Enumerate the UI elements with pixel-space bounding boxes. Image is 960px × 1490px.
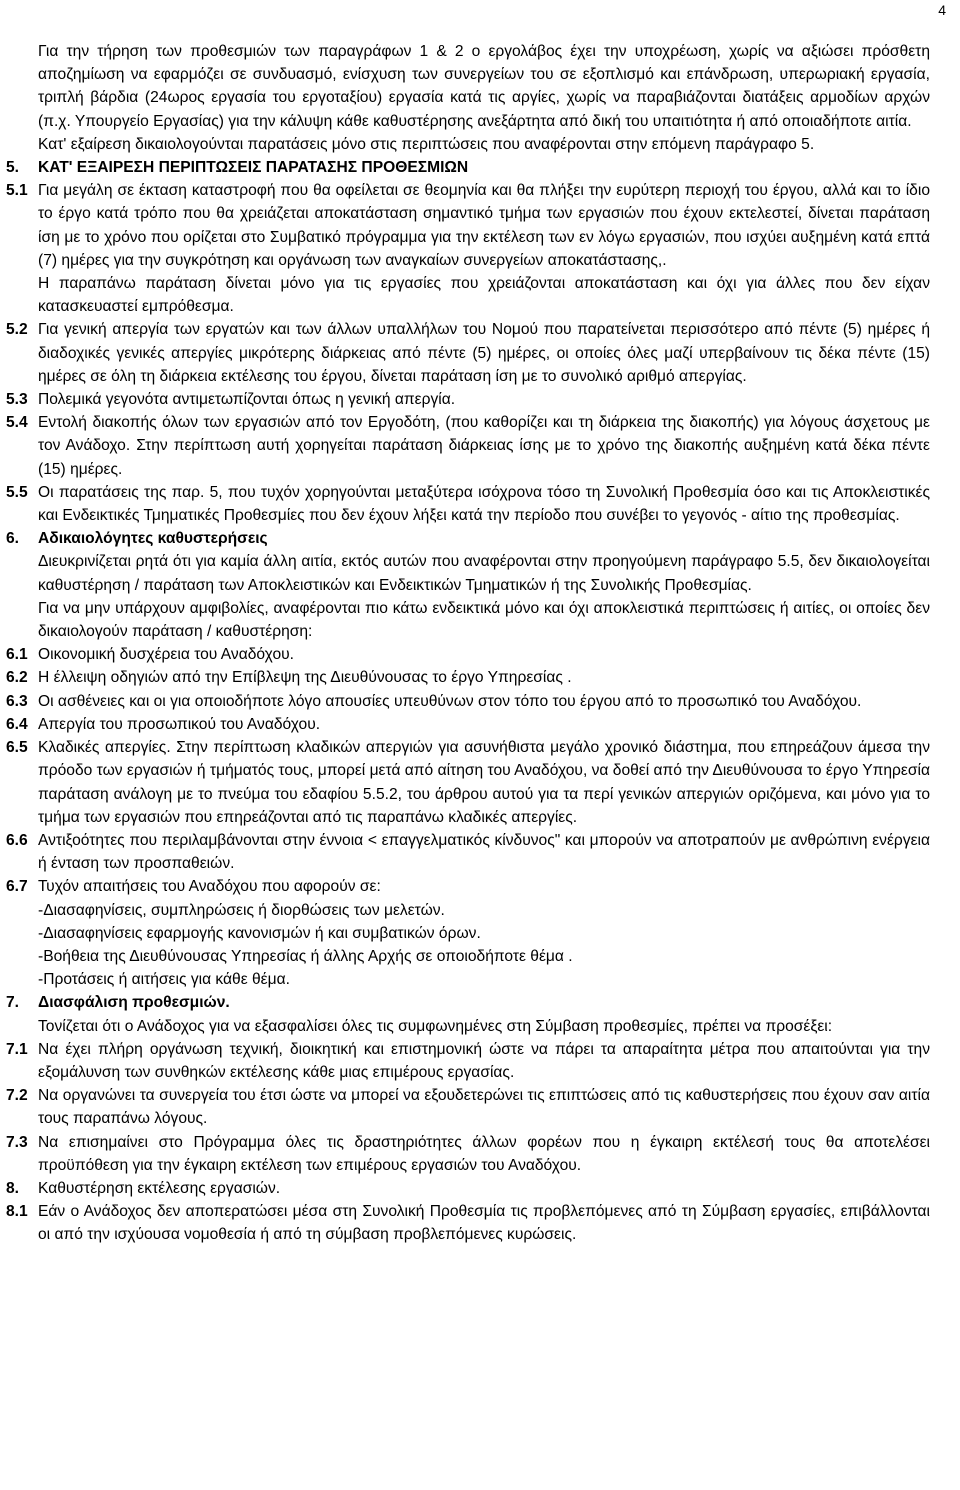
item-text: Οι παρατάσεις της παρ. 5, που τυχόν χορηγούνται μεταξύτερα ισόχρονα τόσο τη Συνολική Προθεσμία όσο και τις Αποκλειστικές και Ενδεικτικές Τμηματικές Προθεσμίες που δεν έχουν λήξει κατά την περίοδο που συνέβει το γεγονός - αίτιο της προθεσμίας. — [38, 483, 930, 525]
item-text: Τυχόν απαιτήσεις του Αναδόχου που αφορούν σε: — [38, 878, 381, 896]
list-item — [0, 643, 960, 666]
item-number: 6.1 — [6, 646, 28, 664]
intro-paragraph: Για την τήρηση των προθεσμιών των παραγράφων 1 & 2 ο εργολάβος έχει την υποχρέωση, χωρίς να αξιώσει πρόσθετη αποζημίωση να εφαρμόζει σε συνδυασμό, ενίσχυση των συνεργείων του σε εξοπλισμό και επάνδρωση, υπερωριακή εργασία, τριπλή βάρδια (24ωρος εργασία του εργοταξίου) εργασία κατά τις αργίες, χωρίς να παραβιάζονται διατάξεις αρμοδίων αρχών (π.χ. Υπουργείο Εργασίας) για την κάλυψη κάθε καθυστέρησης ανεξάρτητα από δική του υπαιτιότητα ή από οποιαδήποτε αιτία. — [38, 43, 930, 130]
item-number: 6.4 — [6, 715, 28, 733]
item-number: 7.3 — [6, 1133, 28, 1151]
item-text: Η έλλειψη οδηγιών από την Επίβλεψη της Διευθύνουσας το έργο Υπηρεσίας . — [38, 669, 572, 687]
section-8-heading — [0, 1177, 960, 1200]
section-7-heading — [0, 991, 960, 1014]
list-item — [0, 829, 960, 875]
item-number: 6.3 — [6, 692, 28, 710]
section-number: 6. — [6, 530, 20, 548]
list-item — [0, 318, 960, 388]
section-title: Καθυστέρηση εκτέλεσης εργασιών. — [38, 1179, 281, 1197]
item-number: 5.3 — [6, 391, 28, 409]
section-number: 7. — [6, 994, 20, 1012]
section-6-intro: Διευκρινίζεται ρητά ότι για καμία άλλη αιτία, εκτός αυτών που αναφέρονται στην προηγούμενη παράγραφο 5.5, δεν δικαιολογείται καθυστέρηση / παράταση των Αποκλειστικών και Ενδεικτικών Τμηματικών ή της Συνολικής Προθεσμίας. — [38, 553, 930, 594]
item-text: Αντιξοότητες που περιλαμβάνονται στην έννοια < επαγγελματικός κίνδυνος" και μπορούν να αποτραπούν με ανθρώπινη ενέργεια ή ένταση των προσπαθειών. — [38, 831, 930, 873]
item-number: 8.1 — [6, 1203, 28, 1221]
item-text: Οι ασθένειες και οι για οποιοδήποτε λόγο απουσίες υπευθύνων στον τόπο του έργου από το προσωπικό του Αναδόχου. — [38, 692, 862, 710]
item-text: Εντολή διακοπής όλων των εργασιών από τον Εργοδότη, (που καθορίζει και τη διάρκεια της διακοπής) για λόγους άσχετους με τον Ανάδοχο. Στην περίπτωση αυτή χορηγείται παράταση διάρκειας ίσης με το χρόνο της διακοπής αυξημένη κατά δέκα πέντε (15) ημέρες. — [38, 414, 930, 478]
section-5-heading — [0, 156, 960, 179]
page-number: 4 — [938, 2, 946, 18]
document-body — [0, 40, 960, 1247]
list-item — [0, 713, 960, 736]
list-item — [0, 388, 960, 411]
item-number: 7.1 — [6, 1040, 28, 1058]
item-text: Πολεμικά γεγονότα αντιμετωπίζονται όπως η γενική απεργία. — [38, 391, 456, 409]
item-text: Να έχει πλήρη οργάνωση τεχνική, διοικητική και επιστημονική ώστε να πάρει τα απαραίτητα μέτρα που απαιτούνται για την εξομάλυνση των συνθηκών εκτέλεσης κάθε μιας επιμέρους εργασίας. — [38, 1040, 930, 1081]
item-text: Για μεγάλη σε έκταση καταστροφή που θα οφείλεται σε θεομηνία και θα πλήξει την ευρύτερη περιοχή του έργου, αλλά και το ίδιο το έργο κατά τρόπο που θα χρειάζεται αποκατάσταση σημαντικό τμήμα των εργασιών που έχουν εκτελεστεί, δίνεται παράταση ίση με το χρόνο που ορίζεται στο Συμβατικό πρόγραμμα για την εκτέλεση των εν λόγω εργασιών, που ισχύει αυξημένη κατά επτά (7) ημέρες για την συγκρότηση και οργάνωση των αναγκαίων συνεργείων αποκατάστασης,. — [38, 182, 930, 269]
item-number: 5.4 — [6, 414, 28, 432]
exception-note: Κατ' εξαίρεση δικαιολογούνται παρατάσεις μόνο στις περιπτώσεις που αναφέρονται στην επόμενη παράγραφο 5. — [38, 135, 815, 153]
section-7-intro: Τονίζεται ότι ο Ανάδοχος για να εξασφαλίσει όλες τις συμφωνημένες στη Σύμβαση προθεσμίες, πρέπει να προσέξει: — [38, 1017, 833, 1035]
item-number: 7.2 — [6, 1087, 28, 1105]
item-number: 6.2 — [6, 669, 28, 687]
item-text: Κλαδικές απεργίες. Στην περίπτωση κλαδικών απεργιών για ασυνήθιστα μεγάλο χρονικό διάστημα, που επηρεάζουν άμεσα την πρόοδο των εργασιών ή τμήματός τους, μπορεί μετά από αίτηση του Αναδόχου, να δοθεί από την Διευθύνουσα το έργο Υπηρεσία παράταση ανάλογη με το πνεύμα του εδαφίου 5.5.2, του άρθρου αυτού για τα περί γενικών απεργιών οριζόμενα, και μόνο για το τμήμα των εργασιών που επηρεάζονται από τις παραπάνω κλαδικές απεργίες. — [38, 739, 930, 826]
list-item — [0, 1131, 960, 1177]
section-number: 8. — [6, 1179, 20, 1197]
list-item — [0, 411, 960, 481]
list-item — [0, 1200, 960, 1246]
list-item — [0, 1038, 960, 1084]
note-5-1: Η παραπάνω παράταση δίνεται μόνο για τις εργασίες που χρειάζονται αποκατάσταση και όχι για άλλες που δεν είχαν κατασκευαστεί εμπρόθεσμα. — [38, 275, 930, 316]
section-number: 5. — [6, 159, 20, 177]
sub-item: -Βοήθεια της Διευθύνουσας Υπηρεσίας ή άλλης Αρχής σε οποιοδήποτε θέμα . — [38, 947, 573, 965]
item-number: 5.2 — [6, 321, 28, 339]
list-item — [0, 736, 960, 829]
item-number: 5.5 — [6, 483, 28, 501]
section-6-intro-2: Για να μην υπάρχουν αμφιβολίες, αναφέρονται πιο κάτω ενδεικτικά μόνο και όχι αποκλειστικά περιπτώσεις ή αιτίες, οι οποίες δεν δικαιολογούν παράταση / καθυστέρηση: — [38, 599, 930, 641]
sub-item: -Προτάσεις ή αιτήσεις για κάθε θέμα. — [38, 971, 290, 989]
item-number: 6.7 — [6, 878, 28, 896]
list-item — [0, 1084, 960, 1130]
item-text: Να οργανώνει τα συνεργεία του έτσι ώστε να μπορεί να εξουδετερώνει τις επιπτώσεις από τις καθυστερήσεις που έχουν σαν αιτία τους παραπάνω λόγους. — [38, 1087, 930, 1128]
sub-item: -Διασαφηνίσεις, συμπληρώσεις ή διορθώσεις των μελετών. — [38, 901, 445, 919]
list-item — [0, 481, 960, 527]
section-title: Διασφάλιση προθεσμιών. — [38, 994, 230, 1012]
item-text: Απεργία του προσωπικού του Αναδόχου. — [38, 715, 321, 733]
sub-item: -Διασαφηνίσεις εφαρμογής κανονισμών ή και συμβατικών όρων. — [38, 924, 481, 942]
list-item — [0, 179, 960, 272]
section-6-heading — [0, 527, 960, 550]
item-number: 6.5 — [6, 739, 28, 757]
item-number: 6.6 — [6, 831, 28, 849]
item-text: Να επισημαίνει στο Πρόγραμμα όλες τις δραστηριότητες άλλων φορέων που η έγκαιρη εκτέλεσή τους θα αποτελέσει προϋπόθεση για την έγκαιρη εκτέλεση των επιμέρους εργασιών του Αναδόχου. — [38, 1133, 930, 1174]
section-title: ΚΑΤ' ΕΞΑΙΡΕΣΗ ΠΕΡΙΠΤΩΣΕΙΣ ΠΑΡΑΤΑΣΗΣ ΠΡΟΘΕΣΜΙΩΝ — [38, 159, 469, 177]
item-text: Οικονομική δυσχέρεια του Αναδόχου. — [38, 646, 294, 664]
list-item — [0, 666, 960, 689]
section-title: Αδικαιολόγητες καθυστερήσεις — [38, 530, 268, 548]
list-item — [0, 690, 960, 713]
item-text: Για γενική απεργία των εργατών και των άλλων υπαλλήλων του Νομού που παρατείνεται περισσότερο από πέντε (5) ημέρες ή διαδοχικές γενικές απεργίες μικρότερης διάρκειας από πέντε (5) ημέρες, οι οποίες όλες μαζί υπερβαίνουν τις δέκα πέντε (15) ημέρες σε όλη τη διάρκεια εκτέλεσης του έργου, δίνεται παράταση ίση με το συνολικό αριθμό απεργίας. — [38, 321, 930, 385]
list-item — [0, 875, 960, 898]
item-text: Εάν ο Ανάδοχος δεν αποπερατώσει μέσα στη Συνολική Προθεσμία τις προβλεπόμενες από τη Σύμβαση εργασίες, επιβάλλονται οι από την ισχύουσα νομοθεσία ή από τη σύμβαση προβλεπόμενες κυρώσεις. — [38, 1203, 930, 1244]
item-number: 5.1 — [6, 182, 28, 200]
